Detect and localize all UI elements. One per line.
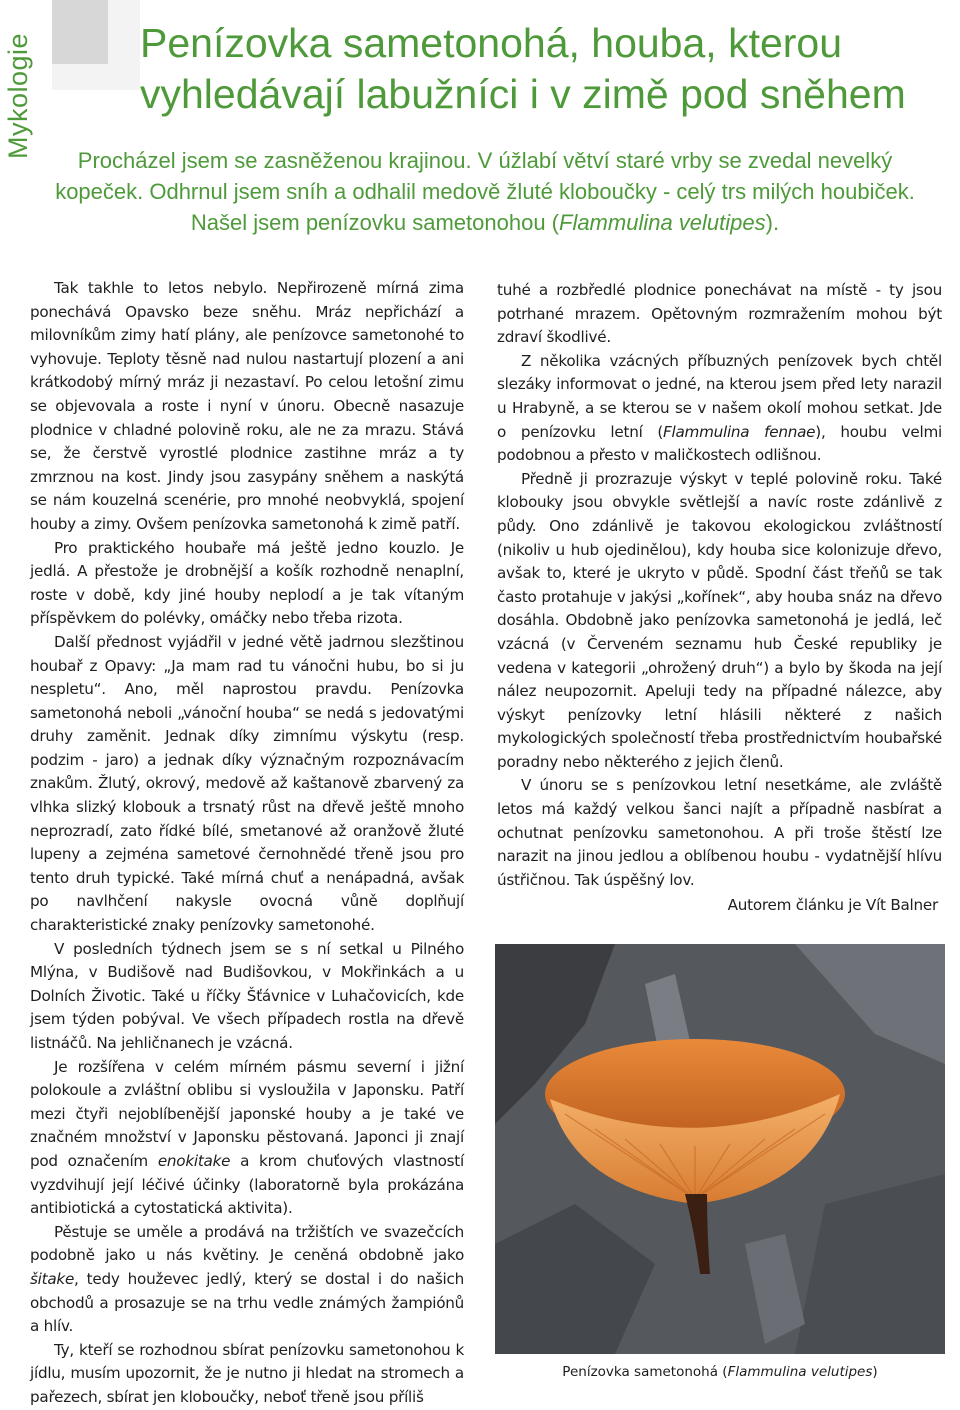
paragraph: Pro praktického houbaře má ještě jedno kouzlo. Je jedlá. A přestože je drobnější a košík rozhodně nenaplní, roste v době, kdy jiné houby neplodí a je tak vítaným příspěvkem do polévky, omáčky nebo třeba rizota. [30, 538, 464, 628]
paragraph-italic: enokitake [157, 1151, 231, 1170]
caption-text: Penízovka sametonohá ( [562, 1364, 728, 1380]
article-lead [40, 145, 930, 238]
paragraph-text: , tedy houževec jedlý, který se dostal i do našich obchodů a prosazuje se na trhu vedle známých žampiónů a hlív. [30, 1269, 464, 1336]
lead-latin-name: Flammulina velutipes [559, 210, 766, 235]
decor-square-dark [52, 0, 108, 64]
paragraph-italic: šitake [30, 1269, 75, 1288]
paragraph-text: Pěstuje se uměle a prodává na tržištích ve svazečcích podobně jako u nás květiny. Je ceněná obdobně jako [30, 1222, 464, 1265]
paragraph: Tak takhle to letos nebylo. Nepřirozeně mírná zima ponechává Opavsko beze sněhu. Mráz nepřichází a milovníkům zimy hatí plány, ale penízovce sametonohé to vyhovuje. Teploty těsně nad nulou nastartují plození a ani krátkodobý mírný mráz ji nezastaví. Po celou letošní zimu se objevovala a roste i nyní v únoru. Obecně nasazuje plodnice v chladné polovině roku, ale ne za mrazu. Stává se, že čerstvě vyrostlé plodnice zastihne mráz a ty zmrznou na kost. Jindy jsou zasypány sněhem a naskýtá se nám kouzelná scenérie, pro mnohé neobvyklá, spojení houby a zimy. Ovšem penízovka sametonohá k zimě patří. [30, 279, 464, 533]
paragraph [497, 350, 942, 468]
paragraph-text: a krom chuťových vlastností vyzdvihují její léčivé účinky (laboratorně byla prokázána antibiotická a cytostatická aktivita). [30, 1151, 464, 1218]
lead-text: Procházel jsem se zasněženou krajinou. V úžlabí větví staré vrby se zvedal nevelký kopeček. Odhrnul jsem sníh a odhalil medově žluté kloboučky - celý trs milých houbiček. Našel jsem penízovku sametonohou ( [55, 148, 915, 235]
caption-end: ) [872, 1364, 878, 1380]
caption-latin-name: Flammulina velutipes [727, 1364, 873, 1380]
section-label-text: Mykologie [3, 32, 33, 160]
mushroom-illustration [495, 944, 945, 1354]
author-line: Autorem článku je Vít Balner [727, 896, 938, 915]
right-column [497, 279, 942, 918]
paragraph: tuhé a rozbředlé plodnice ponechávat na místě - ty jsou potrhané mrazem. Opětovným rozmražením mohou být zdraví škodlivé. [497, 281, 942, 347]
paragraph [30, 1221, 464, 1339]
section-label [0, 30, 36, 162]
paragraph: Předně ji prozrazuje výskyt v teplé polovině roku. Také klobouky jsou obvykle světlejší a navíc roste zdánlivě z půdy. Ono zdánlivě je takovou ekologickou zvláštností (nikoliv u hub ojedinělou), kdy houba sice kolonizuje dřevo, avšak to, které je ukryto v půdě. Spodní část třeňů se tak často protahuje v jakýsi „kořínek“, aby houba snáz na dřevo dosáhla. Obdobně jako penízovka sametonohá je jedlá, leč vzácná (v Červeném seznamu hub České republiky je vedena v kategorii „ohrožený druh“) a bylo by škoda na její nález neupozornit. Apeluji tedy na případné nálezce, aby výskyt penízovky letní hlásili některé z našich mykologických společností třeba prostřednictvím houbařské poradny nebo některého z jejich členů. [497, 469, 942, 771]
photo-caption [495, 1363, 945, 1381]
paragraph: V posledních týdnech jsem se s ní setkal u Pilného Mlýna, v Budišově nad Budišovkou, v Mokřinkách a u Dolních Životic. Také u říčky Šťávnice v Luhačovicích, kde jsem týden pobýval. Ve všech případech rostla na dřevě listnáčů. Na jehličnanech je vzácná. [30, 939, 464, 1052]
paragraph-text: Z několika vzácných příbuzných penízovek bych chtěl slezáky informovat o jedné, na kterou jsem před lety narazil u Hrabyně, a se kterou se v našem okolí mohou setkat. Jde o penízovku letní ( [497, 351, 942, 441]
article-title: Penízovka sametonohá, houba, kterou vyhledávají labužníci i v zimě pod sněhem [140, 20, 906, 117]
left-column [30, 277, 464, 1410]
paragraph [30, 1056, 464, 1221]
paragraph: Ty, kteří se rozhodnou sbírat penízovku sametonohou k jídlu, musím upozornit, že je nutno ji hledat na stromech a pařezech, sbírat jen kloboučky, neboť třeně jsou příliš [30, 1340, 464, 1406]
paragraph: Další přednost vyjádřil v jedné větě jadrnou slezštinou houbař z Opavy: „Ja mam rad tu vánočni hubu, bo si ju nespletu“. Ano, měl naprostou pravdu. Penízovka sametonohá neboli „vánoční houba“ se nedá s jedovatými druhy zaměnit. Jednak díky zimnímu výskytu (resp. podzim - jaro) a jednak díky význačným rozpoznávacím znakům. Žlutý, okrový, medově až kaštanově zbarvený za vlhka slizký klobouk a trsnatý růst na dřevě ještě mnoho neprozradí, zato řídké bílé, smetanové až oranžově žluté lupeny a zejména sametové černohnědé třeně jsou pro tento druh typické. Také mírná chuť a nenápadná, avšak po navlhčení nakysle ovocná vůně doplňují charakteristické znaky penízovky sametonohé. [30, 632, 464, 935]
paragraph-italic: Flammulina fennae [663, 422, 816, 441]
paragraph-text: Je rozšířena v celém mírném pásmu severní i jižní polokoule a zvláštní oblibu si vysloužila v Japonsku. Patří mezi čtyři nejoblíbenější japonské houby a je také ve značném množství v Japonsku pěstovaná. Japonci ji znají pod označením [30, 1057, 464, 1170]
paragraph: V únoru se s penízovkou letní nesetkáme, ale zvláště letos má každý velkou šanci najít a případně nasbírat a ochutnat penízovku sametonohou. A při troše štěstí lze narazit na jinou jedlou a oblíbenou houbu - vydatnější hlívu ústřičnou. Tak úspěšný lov. [497, 776, 942, 889]
paragraph-text: ), houbu velmi podobnou a přesto v maličkostech odlišnou. [497, 422, 942, 465]
mushroom-photo [495, 944, 945, 1354]
lead-end: ). [765, 210, 780, 235]
